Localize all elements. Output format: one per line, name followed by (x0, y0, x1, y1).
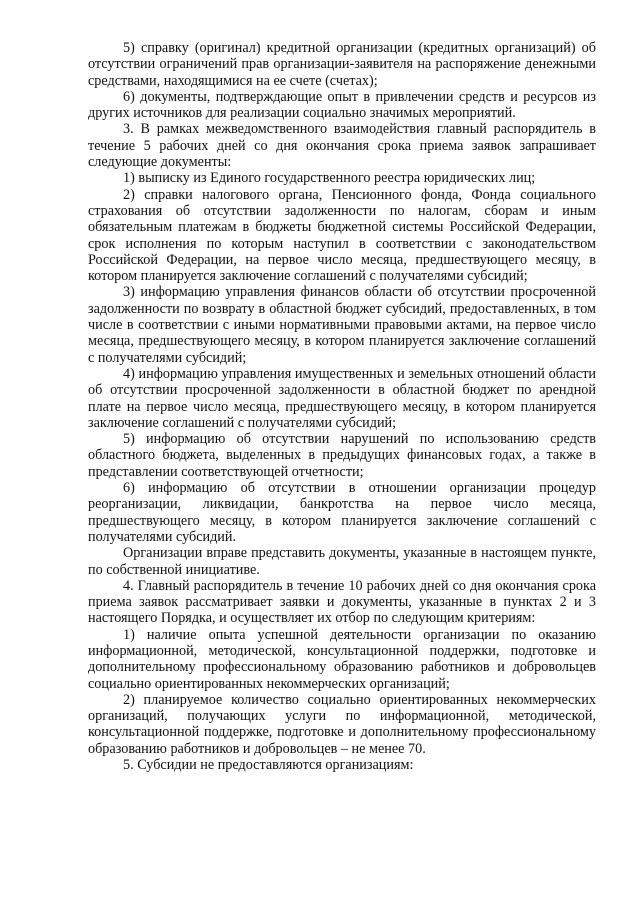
paragraph-section-5-not-provided: 5. Субсидии не предоставляются организациям: (123, 757, 414, 774)
paragraph-section-4-selection: 4. Главный распорядитель в течение 10 рабочих дней со дня окончания срока приема заявок рассматривает заявки и документы, указанные в пунктах 2 и 3 настоящего Порядка, и осуществляет их отбор по следующим критериям: (88, 577, 596, 627)
paragraph-item-1-registry-extract: 1) выписку из Единого государственного реестра юридических лиц; (123, 170, 536, 187)
paragraph-item-3-finance-info: 3) информацию управления финансов области об отсутствии просроченной задолженности по возврату в областной бюджет субсидий, предоставленных, в том числе в соответствии с иными нормативными правовыми актами, на первое число месяца, предшествующего месяцу, в котором планируется заключение соглашений с получателями субсидий; (88, 284, 596, 366)
document-page (88, 40, 596, 773)
paragraph-item-5-violations-info: 5) информацию об отсутствии нарушений по использованию средств областного бюджета, выделенных в предыдущих финансовых годах, а также в представлении соответствующей отчетности; (88, 431, 596, 480)
paragraph-item-4-property-info: 4) информацию управления имущественных и земельных отношений области об отсутствии просроченной задолженности в областной бюджет по арендной плате на первое число месяца, предшествующего месяцу, в котором планируется заключение соглашений с получателями субсидий; (88, 365, 596, 431)
paragraph-section-3-interagency-request: 3. В рамках межведомственного взаимодействия главный распорядитель в течение 5 рабочих дней со дня окончания срока приема заявок запрашивает следующие документы: (88, 121, 596, 171)
paragraph-own-initiative: Организации вправе представить документы, указанные в настоящем пункте, по собственной инициативе. (88, 545, 596, 578)
paragraph-criterion-1: 1) наличие опыта успешной деятельности организации по оказанию информационной, методической, консультационной поддержки, подготовке и дополнительному профессиональному образованию работников и добровольцев социально ориентированных некоммерческих организаций; (88, 626, 596, 692)
paragraph-item-6-experience-documents: 6) документы, подтверждающие опыт в привлечении средств и ресурсов из других источников для реализации социально значимых мероприятий. (88, 88, 596, 122)
paragraph-item-6-reorganization-info: 6) информацию об отсутствии в отношении организации процедур реорганизации, ликвидации, банкротства на первое число месяца, предшествующего месяцу, в котором планируется заключение соглашений с получателями субсидий. (88, 480, 596, 545)
paragraph-item-2-tax-certificates: 2) справки налогового органа, Пенсионного фонда, Фонда социального страхования об отсутствии задолженности по налогам, сборам и иным обязательным платежам в бюджеты бюджетной системы Российской Федерации, срок исполнения по которым наступил в соответствии с законодательством Российской Федерации, на первое число месяца, предшествующего месяцу, в котором планируется заключение соглашений с получателями субсидий; (88, 186, 596, 285)
paragraph-criterion-2: 2) планируемое количество социально ориентированных некоммерческих организаций, получающих услуги по информационной, методической, консультационной поддержке, подготовке и дополнительному профессиональному образованию работников и добровольцев – не менее 70. (88, 691, 596, 757)
paragraph-item-5-bank-certificate: 5) справку (оригинал) кредитной организации (кредитных организаций) об отсутствии ограничений прав организации-заявителя на распоряжение денежными средствами, находящимися на ее счете (счетах); (88, 40, 596, 89)
